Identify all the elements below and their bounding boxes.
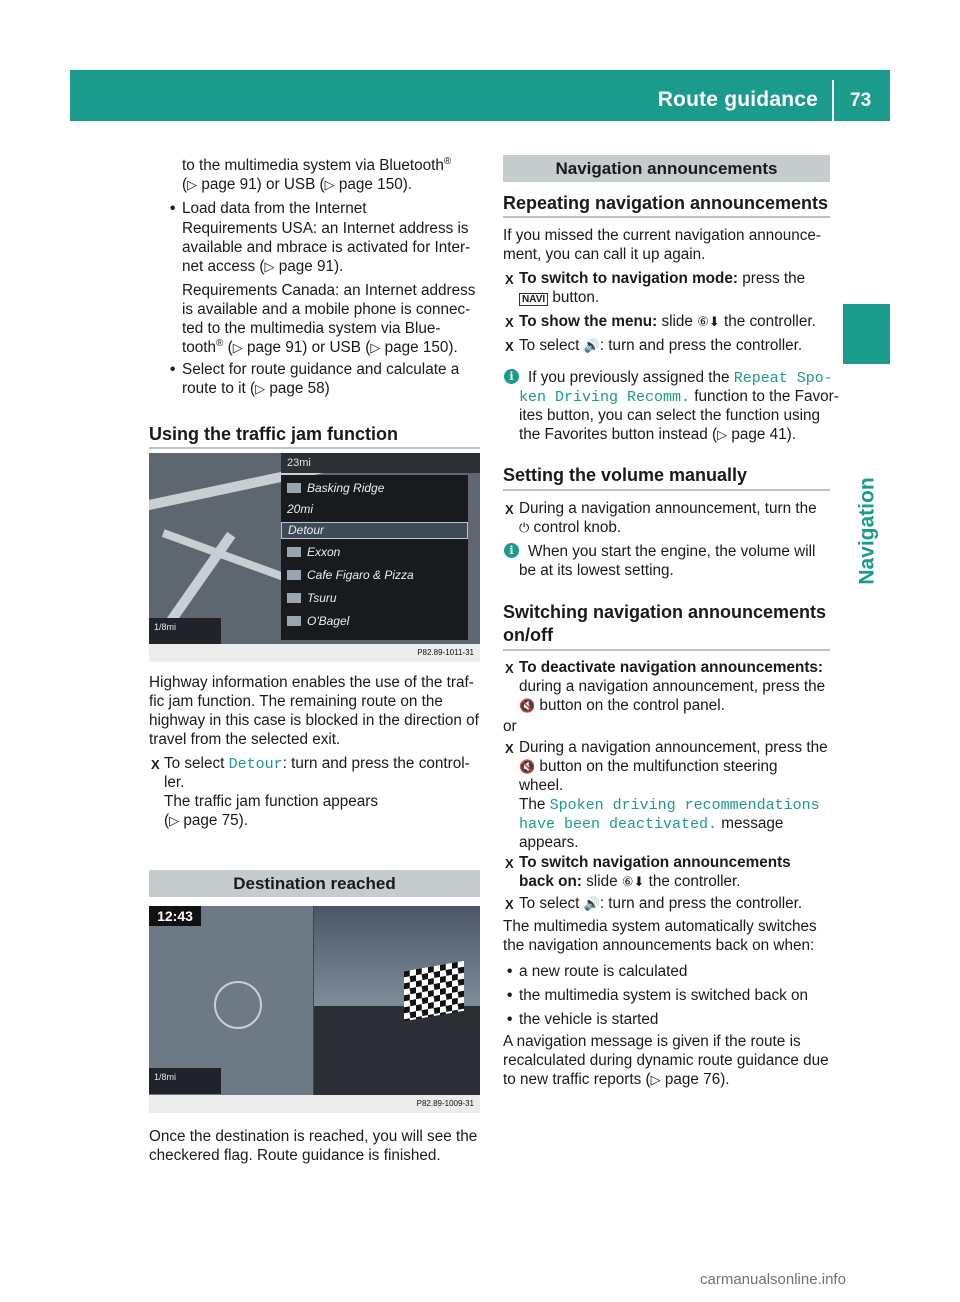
info-icon: i — [504, 369, 519, 384]
section-heading: Using the traffic jam function — [149, 424, 399, 444]
section-band: Destination reached — [149, 870, 480, 897]
map-scale: 1/8mi — [149, 618, 221, 644]
info-line: When you start the engine, the volume will — [528, 543, 816, 560]
body-line: checkered flag. Route guidance is finished. — [149, 1147, 441, 1164]
bullet-item: • Select for route guidance and calculate a — [182, 360, 459, 379]
mute-icon: 🔇 — [519, 699, 536, 714]
image-caption: P82.89-1009-31 — [149, 1095, 480, 1113]
heading-rule — [149, 447, 480, 449]
body-line: Once the destination is reached, you will see the — [149, 1128, 478, 1145]
step-line: ler. — [164, 774, 185, 791]
step-line: appears. — [519, 834, 579, 851]
image-caption: P82.89-1011-31 — [149, 644, 480, 662]
page-number: 73 — [850, 90, 872, 111]
step-line: 🔇 button on the multifunction steering — [519, 758, 778, 775]
chapter-title: Route guidance — [657, 88, 818, 111]
info-line: If you previously assigned the Repeat Spo‑ — [528, 369, 833, 387]
poi-menu — [281, 475, 468, 640]
body-line: Highway information enables the use of the traf- — [149, 674, 474, 691]
triangle-right-icon: ▷ — [324, 178, 335, 193]
power-knob-icon: ⏻ — [519, 521, 530, 536]
heading-rule — [503, 216, 830, 218]
ground-view — [314, 1006, 480, 1095]
menu-item: Basking Ridge — [287, 481, 384, 496]
bullet-item: • a new route is calculated — [519, 962, 687, 981]
step-line: ⏻ control knob. — [519, 519, 622, 536]
info-line: the Favorites button instead (▷ page 41). — [519, 426, 797, 443]
result-line: (▷ page 75). — [164, 812, 248, 829]
body-line: The multimedia system automatically switches — [503, 918, 817, 935]
map-view — [149, 906, 313, 1095]
step-x-icon: X — [505, 339, 514, 354]
body-line: travel from the selected exit. — [149, 731, 341, 748]
info-line: ites button, you can select the function using — [519, 407, 821, 424]
req-can-line: Requirements Canada: an Internet address — [182, 282, 476, 299]
mute-icon: 🔇 — [519, 760, 536, 775]
destination-screenshot — [149, 906, 480, 1113]
section-heading: Repeating navigation announcements — [503, 193, 829, 213]
body-line: If you missed the current navigation announce- — [503, 227, 822, 244]
bullet-item: • Load data from the Internet — [182, 199, 367, 218]
section-heading: Setting the volume manually — [503, 465, 748, 485]
triangle-right-icon: ▷ — [264, 260, 275, 275]
info-line: ken Driving Recomm. function to the Favor- — [519, 388, 839, 406]
step-line: To select 🔊: turn and press the controller. — [519, 895, 803, 912]
speaker-voice-icon: 🔊 — [583, 897, 600, 912]
triangle-right-icon: ▷ — [717, 428, 728, 443]
triangle-right-icon: ▷ — [187, 178, 198, 193]
body-line: ment, you can call it up again. — [503, 246, 706, 263]
req-usa-line: net access (▷ page 91). — [182, 258, 344, 275]
triangle-right-icon: ▷ — [255, 382, 266, 397]
intro-line: to the multimedia system via Bluetooth® — [182, 155, 452, 174]
menu-item-detour: Detour — [281, 522, 468, 539]
body-line: the navigation announcements back on when: — [503, 937, 815, 954]
map-scale: 1/8mi — [149, 1068, 221, 1094]
controller-slide-down-icon: ⑥⬇ — [621, 875, 645, 890]
triangle-right-icon: ▷ — [650, 1073, 661, 1088]
step-line: To show the menu: slide ⑥⬇ the controller. — [519, 313, 816, 330]
step-x-icon: X — [505, 856, 514, 871]
clock: 12:43 — [149, 906, 201, 926]
step-line: during a navigation announcement, press the — [519, 678, 826, 695]
step-line: To switch to navigation mode: press the — [519, 270, 806, 287]
step-x-icon: X — [505, 661, 514, 676]
checkered-flag-icon — [404, 961, 464, 1022]
side-tab — [843, 304, 890, 364]
req-can-line: ted to the multimedia system via Blue- — [182, 320, 441, 337]
side-tab-label: Navigation — [855, 477, 878, 585]
menu-item: O'Bagel — [287, 614, 349, 629]
step-line: The Spoken driving recommendations — [519, 796, 820, 814]
body-line: fic jam function. The remaining route on the — [149, 693, 443, 710]
menu-item: 20mi — [287, 502, 314, 516]
footer-watermark: carmanualsonline.info — [700, 1271, 846, 1288]
navi-button-icon: NAVI — [519, 293, 548, 306]
heading-rule — [503, 489, 830, 491]
menu-item: Exxon — [287, 545, 340, 560]
step-line: back on: slide ⑥⬇ the controller. — [519, 873, 741, 890]
body-line: or — [503, 718, 517, 735]
menu-item: Tsuru — [287, 591, 337, 606]
req-can-line: is available and a mobile phone is connec- — [182, 301, 471, 318]
step-line: During a navigation announcement, press the — [519, 739, 828, 756]
bullet-item-cont: route to it (▷ page 58) — [182, 380, 330, 397]
result-line: The traffic jam function appears — [164, 793, 378, 810]
step-x-icon: X — [505, 741, 514, 756]
info-icon: i — [504, 543, 519, 558]
req-can-line: tooth® (▷ page 91) or USB (▷ page 150). — [182, 337, 458, 356]
step-line: NAVI button. — [519, 288, 599, 309]
step-line: wheel. — [519, 777, 564, 794]
page-header — [70, 70, 890, 121]
screen-topbar: 23mi — [281, 453, 480, 473]
controller-slide-down-icon: ⑥⬇ — [697, 315, 720, 330]
step-line: To select 🔊: turn and press the controller. — [519, 337, 803, 354]
header-divider — [832, 80, 834, 121]
speaker-voice-icon: 🔊 — [583, 339, 600, 354]
section-heading: on/off — [503, 625, 553, 645]
body-line: highway in this case is blocked in the direction of — [149, 712, 479, 729]
step-line: To select Detour: turn and press the control- — [164, 755, 470, 773]
body-line: to new traffic reports (▷ page 76). — [503, 1071, 730, 1088]
step-x-icon: X — [505, 502, 514, 517]
req-usa-line: Requirements USA: an Internet address is — [182, 220, 469, 237]
section-heading: Switching navigation announcements — [503, 602, 827, 622]
triangle-right-icon: ▷ — [169, 814, 180, 829]
body-line: recalculated during dynamic route guidance due — [503, 1052, 829, 1069]
step-line: have been deactivated. message — [519, 815, 784, 833]
menu-item: Cafe Figaro & Pizza — [287, 568, 414, 583]
triangle-right-icon: ▷ — [232, 341, 243, 356]
heading-rule — [503, 649, 830, 651]
step-x-icon: X — [505, 272, 514, 287]
step-x-icon: X — [505, 315, 514, 330]
step-x-icon: X — [151, 757, 160, 772]
intro-line: (▷ page 91) or USB (▷ page 150). — [182, 176, 413, 193]
req-usa-line: available and mbrace is activated for Inter- — [182, 239, 471, 256]
triangle-right-icon: ▷ — [370, 341, 381, 356]
bullet-item: • the vehicle is started — [519, 1010, 658, 1029]
step-x-icon: X — [505, 897, 514, 912]
section-band: Navigation announcements — [503, 155, 830, 182]
step-line: During a navigation announcement, turn the — [519, 500, 817, 517]
step-line: To deactivate navigation announcements: — [519, 659, 824, 676]
step-line: 🔇 button on the control panel. — [519, 697, 725, 714]
step-line: To switch navigation announcements — [519, 854, 791, 871]
traffic-jam-screenshot — [149, 453, 480, 662]
body-line: A navigation message is given if the route is — [503, 1033, 801, 1050]
destination-marker — [214, 981, 262, 1029]
bullet-item: • the multimedia system is switched back on — [519, 986, 808, 1005]
info-line: be at its lowest setting. — [519, 562, 674, 579]
